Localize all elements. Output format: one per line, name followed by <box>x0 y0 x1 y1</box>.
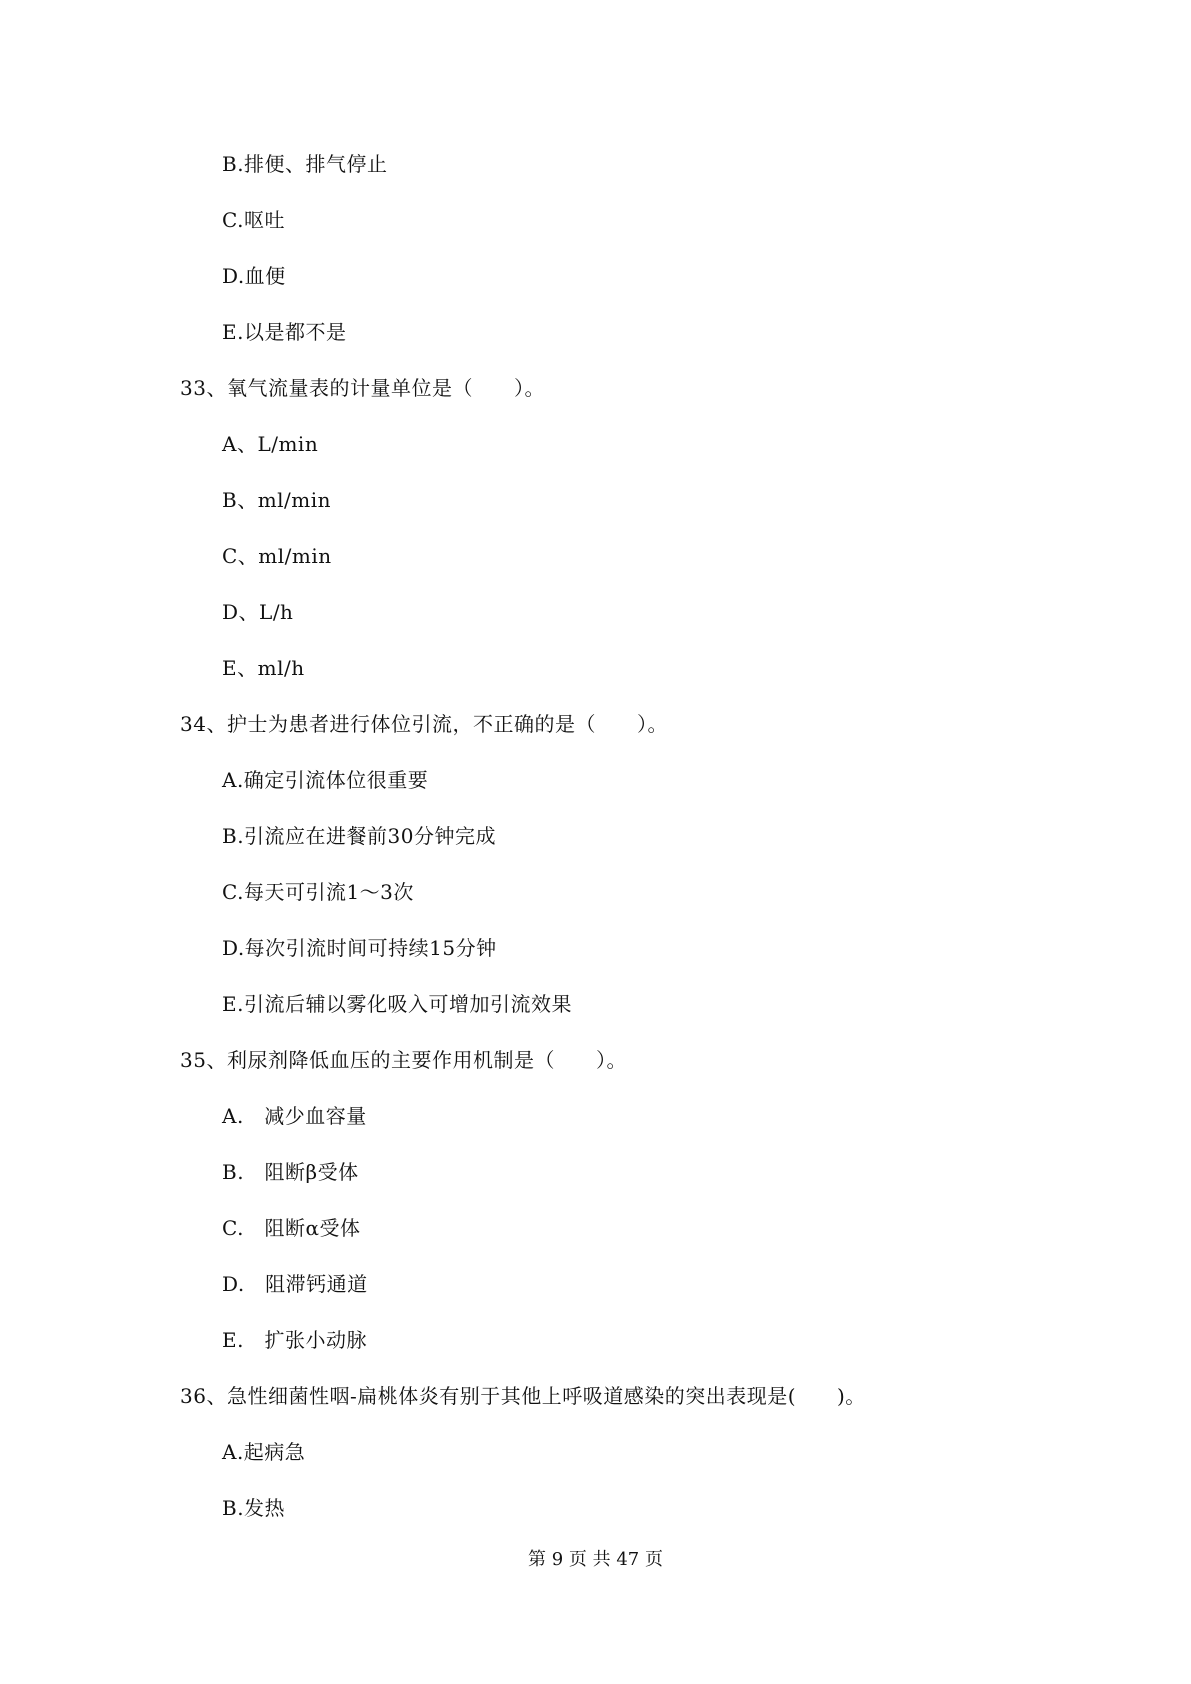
question-33: 33、氧气流量表的计量单位是（ ）。 <box>180 376 545 400</box>
question-35: 35、利尿剂降低血压的主要作用机制是（ ）。 <box>180 1048 627 1072</box>
option-34-d: D.每次引流时间可持续15分钟 <box>222 936 497 960</box>
option-34-c: C.每天可引流1～3次 <box>222 880 414 904</box>
option-35-e: E. 扩张小动脉 <box>222 1328 367 1352</box>
question-36: 36、急性细菌性咽-扁桃体炎有别于其他上呼吸道感染的突出表现是( )。 <box>180 1384 866 1408</box>
option-34-a: A.确定引流体位很重要 <box>222 768 429 792</box>
option-32-b: B.排便、排气停止 <box>222 152 388 176</box>
option-33-c: C、ml/min <box>222 544 332 568</box>
option-36-b: B.发热 <box>222 1496 286 1520</box>
option-35-c: C. 阻断α受体 <box>222 1216 361 1240</box>
option-35-d: D. 阻滞钙通道 <box>222 1272 368 1296</box>
option-33-a: A、L/min <box>222 432 319 456</box>
question-34: 34、护士为患者进行体位引流，不正确的是（ ）。 <box>180 712 668 736</box>
option-34-e: E.引流后辅以雾化吸入可增加引流效果 <box>222 992 572 1016</box>
option-35-a: A. 减少血容量 <box>222 1104 367 1128</box>
option-35-b: B. 阻断β受体 <box>222 1160 359 1184</box>
option-33-d: D、L/h <box>222 600 294 624</box>
option-36-a: A.起病急 <box>222 1440 306 1464</box>
option-32-e: E.以是都不是 <box>222 320 347 344</box>
page-footer: 第 9 页 共 47 页 <box>528 1549 663 1570</box>
option-32-c: C.呕吐 <box>222 208 285 232</box>
option-32-d: D.血便 <box>222 264 286 288</box>
option-33-b: B、ml/min <box>222 488 332 512</box>
option-34-b: B.引流应在进餐前30分钟完成 <box>222 824 497 848</box>
option-33-e: E、ml/h <box>222 656 305 680</box>
